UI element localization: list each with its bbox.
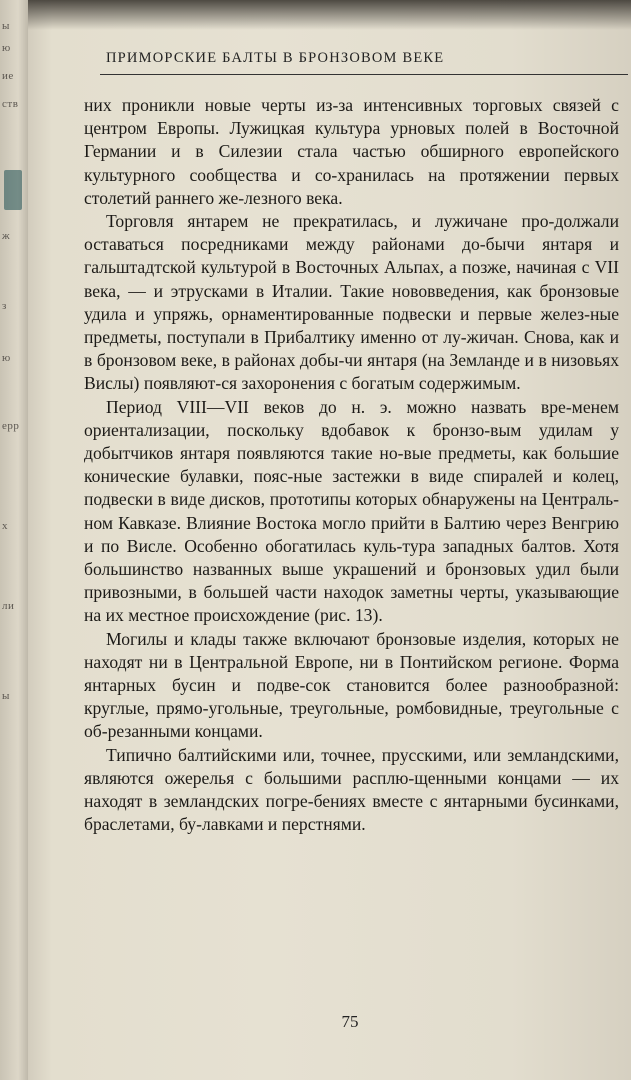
running-header: ПРИМОРСКИЕ БАЛТЫ В БРОНЗОВОМ ВЕКЕ — [106, 50, 445, 66]
prev-page-fragment: ю — [2, 352, 11, 364]
paragraph: Могилы и клады также включают бронзовые изделия, которых не находят ни в Центральной Европе, ни в Понтийском регионе. Форма янтарных бусин и подве-сок становится более разнообразной: круглые, прямо-угольные, треугольные, ромбовидные, треугольные с об-резанными концами. — [84, 628, 619, 742]
prev-page-fragment: ерр — [2, 420, 20, 432]
header-rule — [100, 74, 628, 75]
paragraph: Период VIII—VII веков до н. э. можно назвать вре-менем ориентализации, поскольку вдобавок к бронзо-вым удилам у добытчиков янтаря появляются такие но-вые предметы, как большие конические булавки, пояс-ные застежки в виде спиралей и колец, подвески в виде дисков, прототипы которых обнаружены на Централь-ном Кавказе. Влияние Востока могло прийти в Балтию через Венгрию и по Висле. Особенно обогатилась куль-тура западных балтов. Хотя большинство названных выше украшений и бронзовых удил были привозными, в большей части находок заметны черты, указывающие на их местное происхождение (рис. 13). — [84, 396, 619, 626]
paragraph: Торговля янтарем не прекратилась, и лужичане про-должали оставаться посредниками между районами до-бычи янтаря и гальштадтской культурой в Восточных Альпах, а позже, начиная с VII века, — и этрусками в Италии. Такие нововведения, как бронзовые удила и упряжь, орнаментированные подвески и первые желез-ные предметы, поступали в Прибалтику именно от лу-жичан. Снова, как и в бронзовом веке, в районах добы-чи янтаря (на Земланде и в низовьях Вислы) появляют-ся захоронения с богатым содержимым. — [84, 211, 619, 394]
prev-page-fragment: ж — [2, 230, 11, 242]
prev-page-fragment: з — [2, 300, 7, 312]
prev-page-fragment: ю — [2, 42, 11, 54]
prev-page-fragment: ие — [2, 70, 14, 82]
paragraph: Типично балтийскими или, точнее, прусскими, или земландскими, являются ожерелья с большими расплю-щенными концами — их находят в земландских погре-бениях вместе с янтарными бусинками, браслетами, бу-лавками и перстнями. — [84, 744, 619, 835]
previous-page-edge — [0, 0, 30, 1080]
page-number: 75 — [341, 1012, 359, 1031]
prev-page-fragment: х — [2, 520, 8, 532]
paragraph: них проникли новые черты из-за интенсивных торговых связей с центром Европы. Лужицкая культура урновых полей в Восточной Германии и в Силезии стала частью обширного европейского культурного сообщества и со-хранилась на протяжении первых столетий раннего же-лезного века. — [84, 95, 619, 208]
bookmark-tab — [4, 170, 22, 210]
book-page — [28, 0, 631, 1080]
prev-page-fragment: ы — [2, 20, 10, 32]
body-text — [84, 94, 619, 837]
prev-page-fragment: ли — [2, 600, 15, 612]
prev-page-fragment: ств — [2, 98, 19, 110]
prev-page-fragment: ы — [2, 690, 10, 702]
